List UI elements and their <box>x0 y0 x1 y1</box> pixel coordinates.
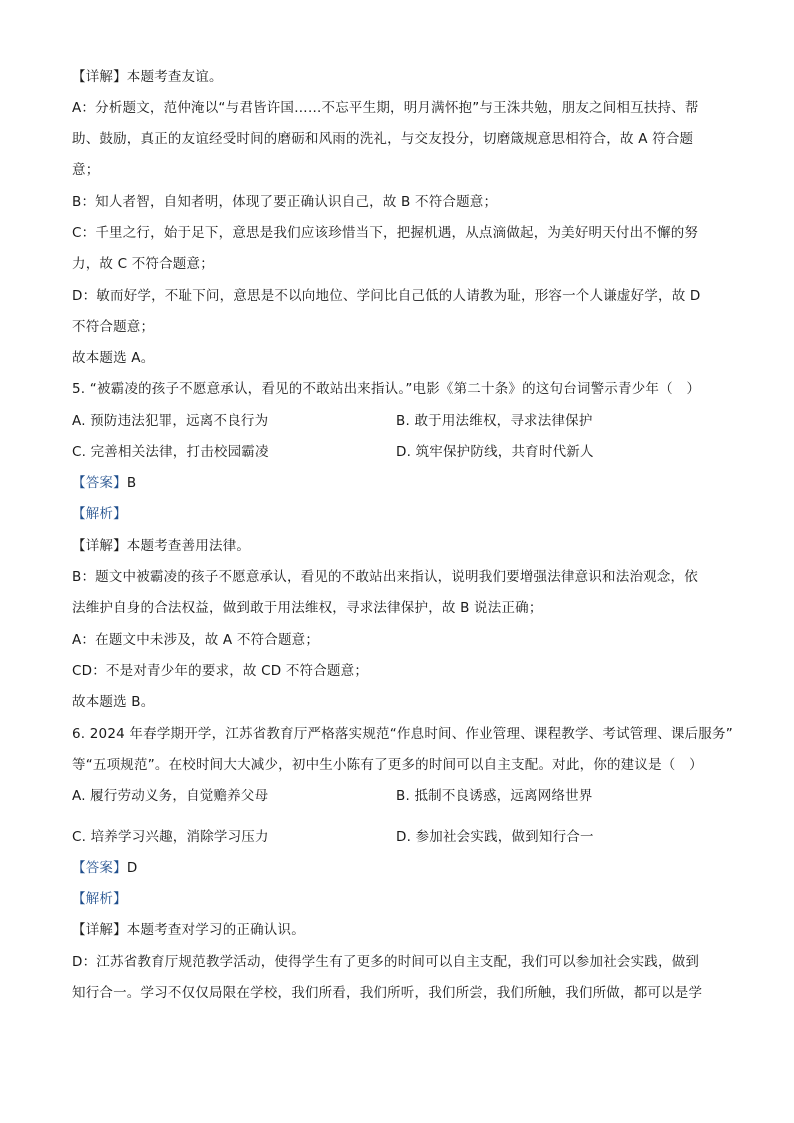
q6-option-d: D. 参加社会实践，做到知行合一 <box>396 829 594 845</box>
q6-option-d-line-2: 知行合一。学习不仅仅局限在学校，我们所看，我们所听，我们所尝，我们所触，我们所做，都可以是学 <box>72 985 703 1001</box>
q4-option-a-line-2: 助、鼓励，真正的友谊经受时间的磨砺和风雨的洗礼，与交友投分，切磨箴规意思相符合，故 A 符合题 <box>72 131 694 147</box>
q5-analysis-tag: 【解析】 <box>72 506 127 522</box>
q4-option-a-line-3: 意； <box>72 162 100 178</box>
q6-option-d-line-1: D：江苏省教育厅规范教学活动，使得学生有了更多的时间可以自主支配，我们可以参加社会实践，做到 <box>72 954 700 970</box>
q6-answer-tag: 【答案】 <box>72 860 127 876</box>
q4-option-d-line-2: 不符合题意； <box>72 319 155 335</box>
q5-stem: 5. “被霸凌的孩子不愿意承认，看见的不敢站出来指认。”电影《第二十条》的这句台词警示青少年（ ） <box>72 381 701 397</box>
q5-answer-line <box>72 473 732 493</box>
q5-option-cd-line: CD：不是对青少年的要求，故 CD 不符合题意； <box>72 663 369 679</box>
q5-option-c: C. 完善相关法律，打击校园霸凌 <box>72 444 269 460</box>
q5-option-b: B. 敢于用法维权，寻求法律保护 <box>396 413 593 429</box>
q4-option-d-line-1: D：敏而好学，不耻下问，意思是不以向地位、学问比自己低的人请教为耻，形容一个人谦虚好学，故 D <box>72 288 701 304</box>
q6-option-b: B. 抵制不良诱惑，远离网络世界 <box>396 788 593 804</box>
q5-option-a: A. 预防违法犯罪，远离不良行为 <box>72 413 269 429</box>
q6-stem-line-1: 6. 2024 年春学期开学，江苏省教育厅严格落实规范“作息时间、作业管理、课程教学、考试管理、课后服务” <box>72 726 733 742</box>
q6-stem-line-2: 等“五项规范”。在校时间大大减少，初中生小陈有了更多的时间可以自主支配。对此，你的建议是（ ） <box>72 757 703 773</box>
q4-option-a-line-1: A：分析题文，范仲淹以“与君皆许国……不忘平生期，明月满怀抱”与王洙共勉，朋友之间相互扶持、帮 <box>72 100 699 116</box>
q4-conclusion: 故本题选 A。 <box>72 350 155 366</box>
q6-option-a: A. 履行劳动义务，自觉赡养父母 <box>72 788 269 804</box>
q5-conclusion: 故本题选 B。 <box>72 694 155 710</box>
q6-answer-line <box>72 858 732 878</box>
q5-answer-tag: 【答案】 <box>72 475 127 491</box>
q6-option-c: C. 培养学习兴趣，消除学习压力 <box>72 829 269 845</box>
q6-analysis-tag: 【解析】 <box>72 891 127 907</box>
q4-option-c-line-2: 力，故 C 不符合题意； <box>72 256 214 272</box>
q6-detail-line: 【详解】本题考查对学习的正确认识。 <box>72 922 305 938</box>
q5-option-b-line-2: 法维护自身的合法权益，做到敢于用法维权，寻求法律保护，故 B 说法正确； <box>72 600 543 616</box>
q5-option-b-line-1: B：题文中被霸凌的孩子不愿意承认，看见的不敢站出来指认，说明我们要增强法律意识和法治观念，依 <box>72 569 698 585</box>
q6-answer-value: D <box>126 860 138 876</box>
q5-option-a-line: A：在题文中未涉及，故 A 不符合题意； <box>72 632 320 648</box>
q5-detail-line: 【详解】本题考查善用法律。 <box>72 538 251 554</box>
q5-answer-value: B <box>126 475 137 491</box>
q4-detail-line: 【详解】本题考查友谊。 <box>72 69 223 85</box>
q4-option-c-line-1: C：千里之行，始于足下，意思是我们应该珍惜当下，把握机遇，从点滴做起，为美好明天付出不懈的努 <box>72 225 699 241</box>
q5-option-d: D. 筑牢保护防线，共育时代新人 <box>396 444 594 460</box>
q4-option-b-line: B：知人者智，自知者明，体现了要正确认识自己，故 B 不符合题意； <box>72 194 498 210</box>
